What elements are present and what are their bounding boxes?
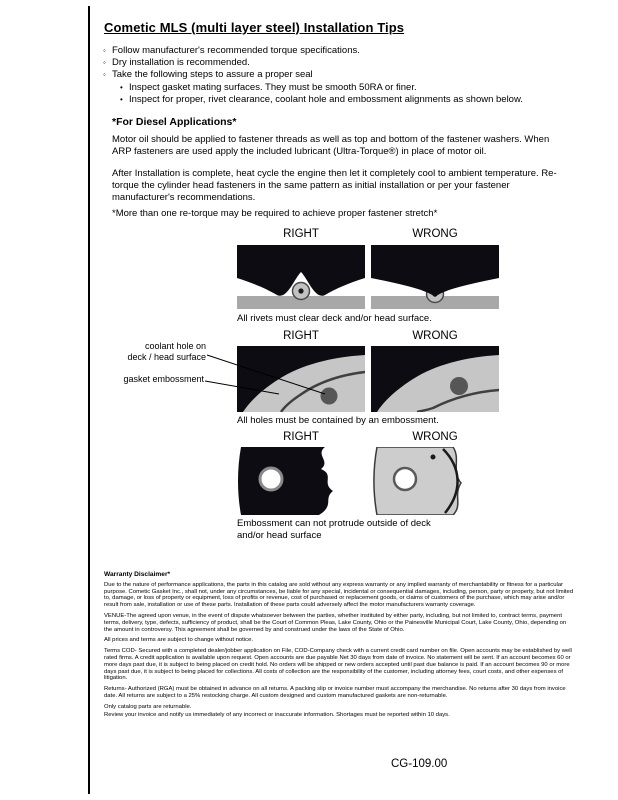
disclaimer-paragraph: Due to the nature of performance applications, the parts in this catalog are sold without any express warranty or any implied warranty of merchantability or fitness for a particular purpose. Cometic Gasket Inc., shall not, under any circumstances, be liable for any special, incidental or consequential damages, including, person, party or property, but not limited to, damage, or loss of property or equipment, loss of profits or revenue, cost of purchased or replacement goods, or claims of customers of the purchase, which may arise and/or result from sale, installation or use of these parts. Installation of these parts could adversely affect the motor manufacturers warranty coverage.: [104, 581, 574, 609]
diagram-embossment-right: [237, 447, 365, 515]
diagram-coolant-wrong: [371, 346, 499, 412]
caption-row2: All holes must be contained by an embossment.: [237, 415, 439, 426]
right-label-row3: RIGHT: [283, 431, 319, 443]
installation-tips-list: [103, 45, 573, 106]
tip-text: Inspect for proper, rivet clearance, coolant hole and embossment alignments as shown below.: [129, 93, 523, 105]
tip-text: Follow manufacturer's recommended torque specifications.: [112, 45, 360, 56]
disclaimer-paragraph: VENUE-The agreed upon venue, in the event of dispute whatsoever between the parties, whether instituted by either party, including, but not limited to, contract terms, payment terms, delivery, type, defects, sufficiency of product, shall be the Court of Common Pleas, Lake County, Ohio or the Painesville Municipal Court, Lake County, Ohio, depending on the amount in controversy. This agreement shall be governed by and construed under the laws of the State of Ohio.: [104, 612, 567, 633]
callout-line1: coolant hole on: [144, 341, 206, 351]
sub-bullet-marker: •: [120, 94, 123, 104]
diesel-paragraph-1: Motor oil should be applied to fastener threads as well as top and bottom of the fastener washers. When ARP fasteners are used apply the included lubricant (Ultra-Torque®) in place of motor oil.: [112, 134, 550, 158]
diagram-coolant-right: [237, 346, 365, 412]
left-border-rule: [88, 6, 90, 794]
wrong-label-row3: WRONG: [412, 431, 458, 443]
wrong-label-row2: WRONG: [412, 330, 458, 342]
page-code: CG-109.00: [391, 758, 448, 770]
warranty-disclaimer: [104, 572, 576, 722]
list-item: [120, 94, 573, 106]
wrong-label-row1: WRONG: [412, 228, 458, 240]
disclaimer-paragraph: Terms COD- Secured with a completed dealer/jobber application on File, COD-Company check with a current credit card number on file. Open accounts may be established by well rated firms. A credit application is available upon request. Open accounts are due payable Net 30 days from date of invoice. No statement will be sent. If an account becomes 60 or more days past due, it is subject to being placed on credit hold. No orders will be shipped or new orders accepted until past due balance is paid. If an account becomes 90 or more days past due, it is subject to being placed for collections. All costs of collection are the responsibility of the customer, including attorney fees, court costs, and other expenses of litigation.: [104, 648, 572, 682]
tip-text: Dry installation is recommended.: [112, 57, 250, 69]
sub-bullet-marker: •: [120, 82, 123, 92]
callout-gasket-embossment: gasket embossment: [123, 374, 204, 384]
disclaimer-paragraph: Only catalog parts are returnable.: [104, 703, 192, 710]
list-item: [120, 82, 573, 94]
right-label-row2: RIGHT: [283, 330, 319, 342]
bullet-marker: ◦: [103, 70, 106, 80]
diesel-applications-heading: *For Diesel Applications*: [112, 116, 237, 128]
page-title: Cometic MLS (multi layer steel) Installation Tips: [104, 20, 405, 35]
disclaimer-paragraph: All prices and terms are subject to change without notice.: [104, 637, 253, 644]
disclaimer-paragraph: Returns- Authorized (RGA) must be obtained in advance on all returns. A packing slip or invoice number must accompany the merchandise. No returns after 30 days from invoice date. All returns are subject to a 25% restocking charge. All custom designed and custom manufactured gaskets are non-returnable.: [104, 686, 566, 699]
tip-text: Inspect gasket mating surfaces. They must be smooth 50RA or finer.: [129, 81, 417, 93]
list-item: [103, 69, 573, 81]
tip-text: Take the following steps to assure a proper seal: [112, 69, 313, 81]
caption-row1: All rivets must clear deck and/or head surface.: [237, 313, 432, 324]
callout-coolant-hole: [116, 341, 206, 362]
bullet-marker: ◦: [103, 58, 106, 68]
callout-line2: deck / head surface: [127, 351, 206, 362]
right-label-row1: RIGHT: [283, 228, 319, 240]
diagram-rivet-right: [237, 245, 365, 309]
caption-row3: Embossment can not protrude outside of deck and/or head surface: [237, 518, 431, 541]
list-item: [103, 57, 573, 69]
list-item: [103, 45, 573, 57]
disclaimer-paragraph: Review your invoice and notify us immediately of any incorrect or inaccurate information. Shortages must be reported within 10 days.: [104, 711, 450, 718]
retorque-note: *More than one re-torque may be required to achieve proper fastener stretch*: [112, 208, 438, 219]
diagram-embossment-wrong: [371, 447, 499, 515]
disclaimer-heading: Warranty Disclaimer*: [104, 571, 171, 578]
diesel-paragraph-2: After Installation is complete, heat cycle the engine then let it completely cool to ambient temperature. Re-torque the cylinder head fasteners in the same pattern as initial installation or per your fastener manufacturer's recommendations.: [112, 168, 557, 204]
diagram-rivet-wrong: [371, 245, 499, 309]
bullet-marker: ◦: [103, 46, 106, 55]
